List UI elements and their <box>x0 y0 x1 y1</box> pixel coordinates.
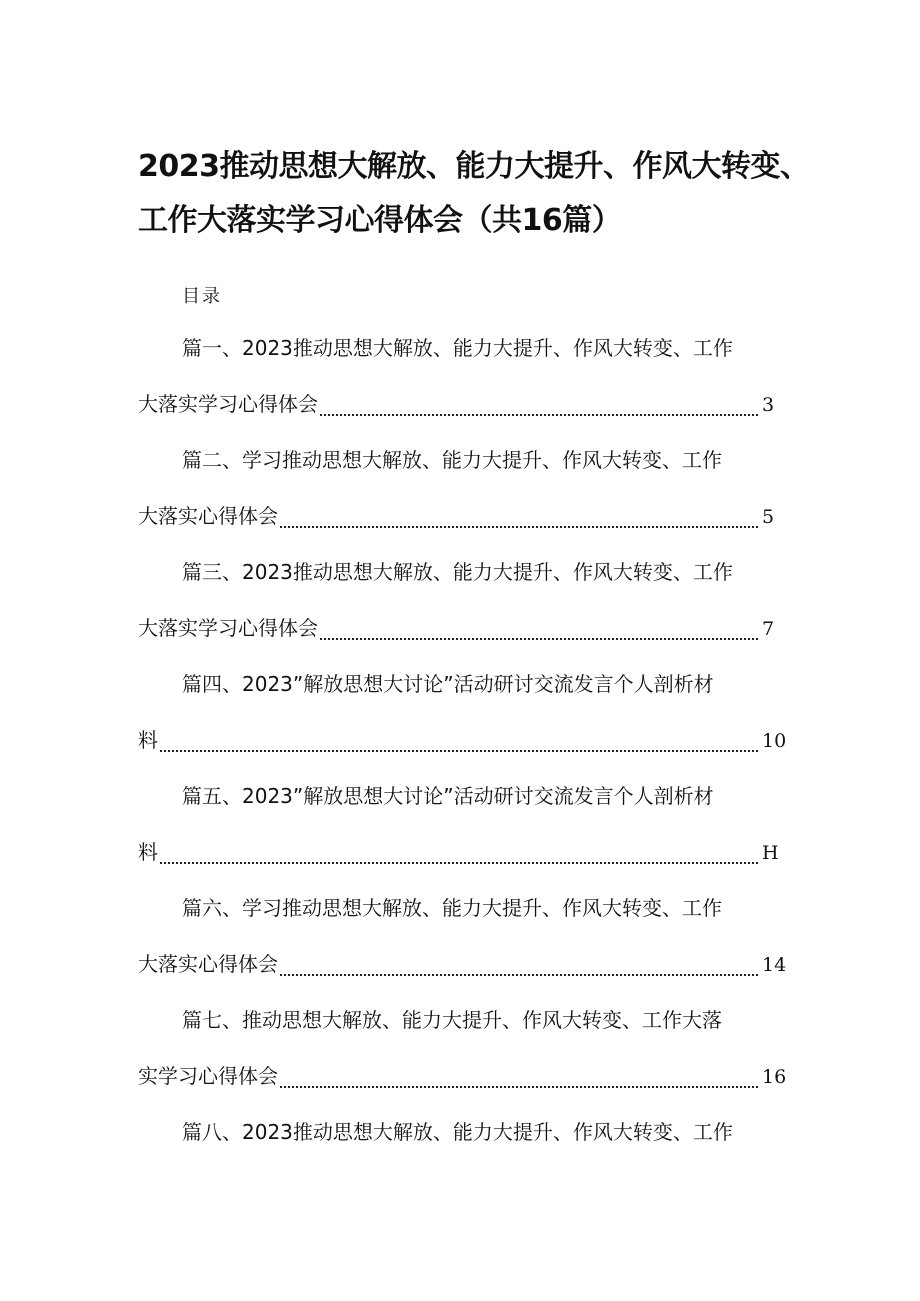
dot-leader <box>160 749 758 752</box>
document-title <box>138 140 818 248</box>
toc-entry-title: 篇五、2023”解放思想大讨论”活动研讨交流发言个人剖析材 <box>182 784 714 808</box>
toc-entry[interactable] <box>138 442 788 554</box>
toc-page-number: H <box>762 842 779 864</box>
toc-entry-continuation <box>138 834 788 870</box>
toc-entry-continuation <box>138 946 788 982</box>
toc-entry[interactable] <box>138 1114 788 1226</box>
dot-leader <box>320 413 758 416</box>
dot-leader <box>320 637 758 640</box>
toc-entry-title: 篇八、2023推动思想大解放、能力大提升、作风大转变、工作 <box>182 1120 733 1144</box>
toc-page-number: 3 <box>762 394 775 416</box>
toc-entry-continuation <box>138 610 788 646</box>
toc-page-number: 5 <box>762 506 775 528</box>
toc-page-number: 14 <box>762 954 787 976</box>
toc-entry-continuation <box>138 386 788 422</box>
toc-entry[interactable] <box>138 778 788 890</box>
toc-entry-title-tail: 实学习心得体会 <box>138 1064 278 1088</box>
toc-page-number: 7 <box>762 618 775 640</box>
toc-entry[interactable] <box>138 330 788 442</box>
toc-entry-title: 篇七、推动思想大解放、能力大提升、作风大转变、工作大落 <box>182 1008 722 1032</box>
toc-entry[interactable] <box>138 890 788 1002</box>
toc-entry-title: 篇一、2023推动思想大解放、能力大提升、作风大转变、工作 <box>182 336 733 360</box>
toc-entry-title-tail: 大落实心得体会 <box>138 952 278 976</box>
toc-entry[interactable] <box>138 554 788 666</box>
toc-entry-title-tail: 大落实学习心得体会 <box>138 392 318 416</box>
dot-leader <box>280 525 758 528</box>
dot-leader <box>280 1085 758 1088</box>
toc-page-number: 16 <box>762 1066 787 1088</box>
dot-leader <box>280 973 758 976</box>
toc-entry-title-tail: 大落实学习心得体会 <box>138 616 318 640</box>
toc-entry-continuation <box>138 498 788 534</box>
toc-entry-title: 篇六、学习推动思想大解放、能力大提升、作风大转变、工作 <box>182 896 722 920</box>
document-title-line-1: 2023推动思想大解放、能力大提升、作风大转变、 <box>138 149 810 184</box>
toc-entry-title: 篇二、学习推动思想大解放、能力大提升、作风大转变、工作 <box>182 448 722 472</box>
toc-entry-title-tail: 大落实心得体会 <box>138 504 278 528</box>
toc-entry[interactable] <box>138 666 788 778</box>
toc-entry-title: 篇三、2023推动思想大解放、能力大提升、作风大转变、工作 <box>182 560 733 584</box>
toc-entry-title-tail: 料 <box>138 728 158 752</box>
toc-entry-title: 篇四、2023”解放思想大讨论”活动研讨交流发言个人剖析材 <box>182 672 714 696</box>
toc-entry[interactable] <box>138 1002 788 1114</box>
toc-entry-continuation <box>138 1058 788 1094</box>
toc-heading: 目录 <box>182 286 222 307</box>
toc-page-number: 10 <box>762 730 787 752</box>
dot-leader <box>160 861 758 864</box>
toc-entry-title-tail: 料 <box>138 840 158 864</box>
table-of-contents <box>138 330 788 1226</box>
toc-entry-continuation <box>138 722 788 758</box>
document-title-line-2: 工作大落实学习心得体会（共16篇） <box>138 203 622 238</box>
